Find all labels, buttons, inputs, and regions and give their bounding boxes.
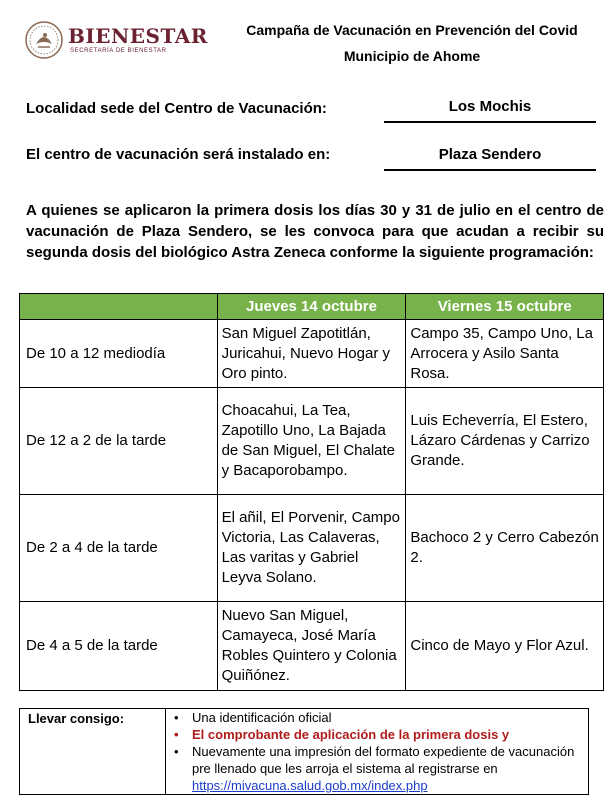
locality-value: Los Mochis — [384, 98, 596, 123]
schedule-header-day2: Viernes 15 octubre — [406, 294, 604, 320]
table-row — [20, 388, 604, 495]
list-item: • Una identificación oficial — [166, 709, 584, 726]
schedule-header-day1: Jueves 14 octubre — [217, 294, 406, 320]
center-label: El centro de vacunación será instalado en: — [26, 146, 331, 163]
list-item-text: Nuevamente una impresión del formato expediente de vacunación pre llenado que les arroja el sistema al registrarse en — [192, 744, 575, 776]
intro-paragraph: A quienes se aplicaron la primera dosis los días 30 y 31 de julio en el centro de vacunación de Plaza Sendero, se les convoca para que acudan a recibir su segunda dosis del biológico Astra Zeneca conforme la siguiente programación: — [26, 202, 604, 261]
time-slot: De 2 a 4 de la tarde — [20, 495, 218, 602]
mivacuna-link[interactable]: https://mivacuna.salud.gob.mx/index.php — [192, 778, 428, 793]
table-row — [20, 320, 604, 388]
mexico-seal-icon — [24, 20, 64, 60]
day2-locations: Cinco de Mayo y Flor Azul. — [406, 602, 604, 691]
bring-along-list — [166, 709, 588, 794]
day1-locations: Nuevo San Miguel, Camayeca, José María Robles Quintero y Colonia Quiñónez. — [217, 602, 406, 691]
time-slot: De 12 a 2 de la tarde — [20, 388, 218, 495]
day1-locations: Choacahui, La Tea, Zapotillo Uno, La Bajada de San Miguel, El Chalate y Bacaporobampo. — [217, 388, 406, 495]
campaign-title: Campaña de Vacunación en Prevención del Covid — [246, 22, 578, 38]
bring-along-table — [19, 708, 589, 795]
bring-along-label: Llevar consigo: — [20, 709, 166, 795]
locality-label: Localidad sede del Centro de Vacunación: — [26, 100, 327, 117]
schedule-header-blank — [20, 294, 218, 320]
document-header — [0, 0, 616, 80]
schedule-header-row — [20, 294, 604, 320]
day2-locations: Bachoco 2 y Cerro Cabezón 2. — [406, 495, 604, 602]
day2-locations: Campo 35, Campo Uno, La Arrocera y Asilo Santa Rosa. — [406, 320, 604, 388]
list-item: • El comprobante de aplicación de la primera dosis y — [166, 726, 584, 743]
bring-along-list-cell — [166, 709, 589, 795]
time-slot: De 4 a 5 de la tarde — [20, 602, 218, 691]
bienestar-logo — [24, 20, 214, 60]
list-item — [166, 743, 584, 794]
day2-locations: Luis Echeverría, El Estero, Lázaro Cárdenas y Carrizo Grande. — [406, 388, 604, 495]
schedule-table — [19, 293, 604, 691]
day1-locations: San Miguel Zapotitlán, Juricahui, Nuevo Hogar y Oro pinto. — [217, 320, 406, 388]
table-row — [20, 495, 604, 602]
time-slot: De 10 a 12 mediodía — [20, 320, 218, 388]
day1-locations: El añil, El Porvenir, Campo Victoria, Las Calaveras, Las varitas y Gabriel Leyva Solano. — [217, 495, 406, 602]
municipality-title: Municipio de Ahome — [343, 48, 481, 64]
table-row — [20, 602, 604, 691]
center-value: Plaza Sendero — [384, 146, 596, 171]
brand-name: BIENESTAR — [68, 24, 208, 48]
brand-subtitle: SECRETARÍA DE BIENESTAR — [70, 48, 167, 54]
